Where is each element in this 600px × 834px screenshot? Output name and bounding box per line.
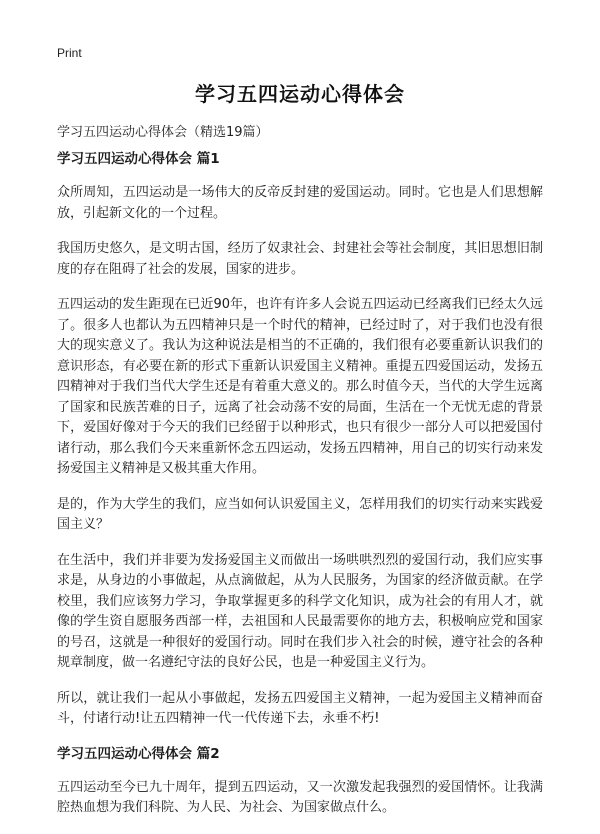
section-heading: 学习五四运动心得体会 篇1 <box>57 151 220 167</box>
page-title: 学习五四运动心得体会 <box>195 82 405 106</box>
paragraph: 是的，作为大学生的我们，应当如何认识爱国主义，怎样用我们的切实行动来实践爱国主义？ <box>57 496 543 532</box>
paragraph: 五四运动至今已九十周年，提到五四运动，又一次激发起我强烈的爱国情怀。让我满腔热血想为我们科院、为人民、为社会、为国家做点什么。 <box>57 779 543 815</box>
paragraph: 众所周知，五四运动是一场伟大的反帝反封建的爱国运动。同时。它也是人们思想解放，引起新文化的一个过程。 <box>57 185 543 221</box>
document-subtitle: 学习五四运动心得体会（精选19篇） <box>57 125 269 140</box>
paragraph: 我国历史悠久，是文明古国，经历了奴隶社会、封建社会等社会制度，其旧思想旧制度的存在阻碍了社会的发展，国家的进步。 <box>57 241 543 277</box>
paragraph: 所以，就让我们一起从小事做起，发扬五四爱国主义精神，一起为爱国主义精神而奋斗，付诸行动!让五四精神一代一代传递下去，永垂不朽! <box>57 690 543 726</box>
paragraph: 在生活中，我们并非要为发扬爱国主义而做出一场哄哄烈烈的爱国行动，我们应实事求是，从身边的小事做起，从点滴做起，从为人民服务，为国家的经济做贡献。在学校里，我们应该努力学习，争取掌握更多的科学文化知识，成为社会的有用人才，就像的学生资自愿服务西部一样，去祖国和人民最需要你的地方去，积极响应党和国家的号召，这就是一种很好的爱国行动。同时在我们步入社会的时候，遵守社会的各种规章制度，做一名遵纪守法的良好公民，也是一种爱国主义行为。 <box>57 552 543 670</box>
section-heading: 学习五四运动心得体会 篇2 <box>57 745 220 762</box>
print-link[interactable]: Print <box>57 46 82 60</box>
paragraph: 五四运动的发生距现在已近90年，也许有许多人会说五四运动已经离我们已经太久远了。很多人也都认为五四精神只是一个时代的精神，已经过时了，对于我们也没有很大的现实意义了。我认为这种说法是相当的不正确的，我们很有必要重新认识我们的意识形态，有必要在新的形式下重新认识爱国主义精神。重提五四爱国运动，发扬五四精神对于我们当代大学生还是有着重大意义的。那么时值今天，当代的大学生远离了国家和民族苦难的日子，远离了社会动荡不安的局面，生活在一个无忧无虑的背景下，爱国好像对于今天的我们已经留于以种形式，也只有很少一部分人可以把爱国付诸行动，那么我们今天来重新怀念五四运动，发扬五四精神，用自己的切实行动来发扬爱国主义精神是又极其重大作用。 <box>57 297 543 476</box>
section-1 <box>57 150 543 730</box>
section-2 <box>57 745 543 819</box>
document-body <box>57 150 543 834</box>
